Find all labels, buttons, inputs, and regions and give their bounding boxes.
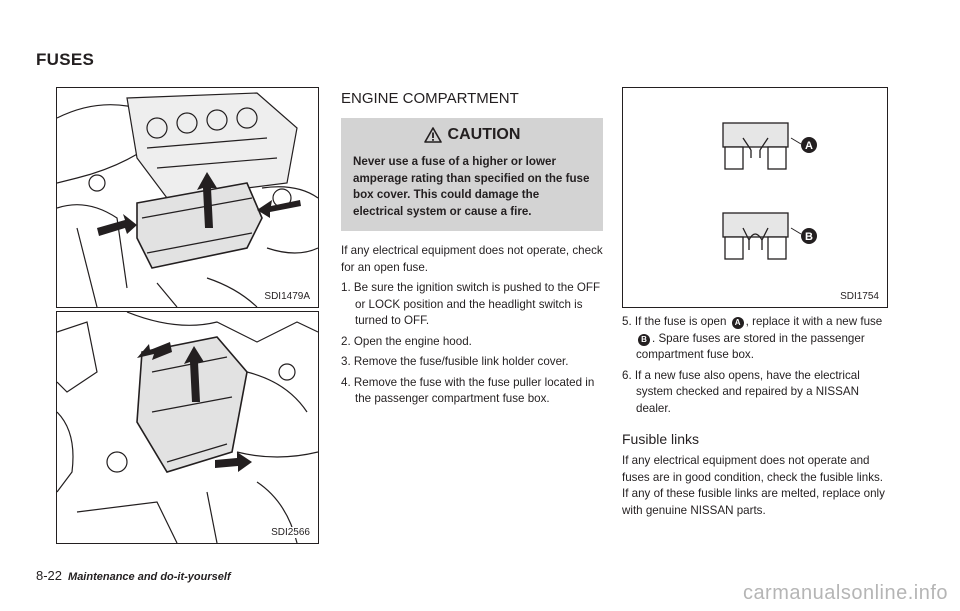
circled-a-icon: A [732,317,744,329]
subsection-heading: Fusible links [622,431,700,447]
figure-holder-cover [56,311,319,544]
figure-code: SDI2566 [271,527,310,538]
list-item: 1. Be sure the ignition switch is pushed to the OFF or LOCK position and the headlight switch is turned to OFF. [341,281,601,327]
page-number: 8-22 [36,568,63,583]
figure-fuse-box-location [56,87,319,308]
engine-compartment-section [341,90,603,408]
list-item [622,314,886,364]
steps-list-continued [622,314,886,417]
watermark: carmanualsonline.info [742,582,948,604]
fuse-replacement-section [622,314,886,519]
figure-code: SDI1754 [840,291,879,302]
section-heading: ENGINE COMPARTMENT [341,90,519,107]
fuse-label-b: B [805,231,813,243]
step5-text-c: . Spare fuses are stored in the passenger compartment fuse box. [636,331,865,361]
caution-label: CAUTION [447,126,521,143]
caution-text: Never use a fuse of a higher or lower amperage rating than specified on the fuse box cover. This could damage the electrical system or cause a fire. [353,155,590,218]
caution-header [353,126,591,144]
fuse-label-a: A [805,140,813,152]
step5-text-a: 5. If the fuse is open [622,315,730,328]
fuse-illustration [623,88,887,307]
section-title: FUSES [36,50,95,69]
list-item: 2. Open the engine hood. [341,334,472,348]
fusible-links-paragraph: If any electrical equipment does not operate and fuses are in good condition, check the fusible links. If any of these fusible links are melted, replace only with genuine NISSAN parts. [622,454,885,517]
page-footer [36,568,231,583]
caution-box [341,118,603,231]
holder-cover-illustration [57,312,318,543]
figure-fuse-condition [622,87,888,308]
figure-code: SDI1479A [264,291,310,302]
intro-paragraph: If any electrical equipment does not operate, check for an open fuse. [341,244,603,274]
list-item: 3. Remove the fuse/fusible link holder cover. [341,355,569,368]
list-item: 6. If a new fuse also opens, have the electrical system checked and repaired by a NISSAN dealer. [622,368,860,415]
chapter-title: Maintenance and do-it-yourself [68,571,231,583]
engine-compartment-illustration [57,88,318,307]
list-item: 4. Remove the fuse with the fuse puller located in the passenger compartment fuse box. [341,375,595,405]
warning-triangle-icon [424,127,442,143]
step5-text-b: , replace it with a new fuse [745,315,883,328]
steps-list [341,280,603,408]
circled-b-icon: B [638,334,650,346]
